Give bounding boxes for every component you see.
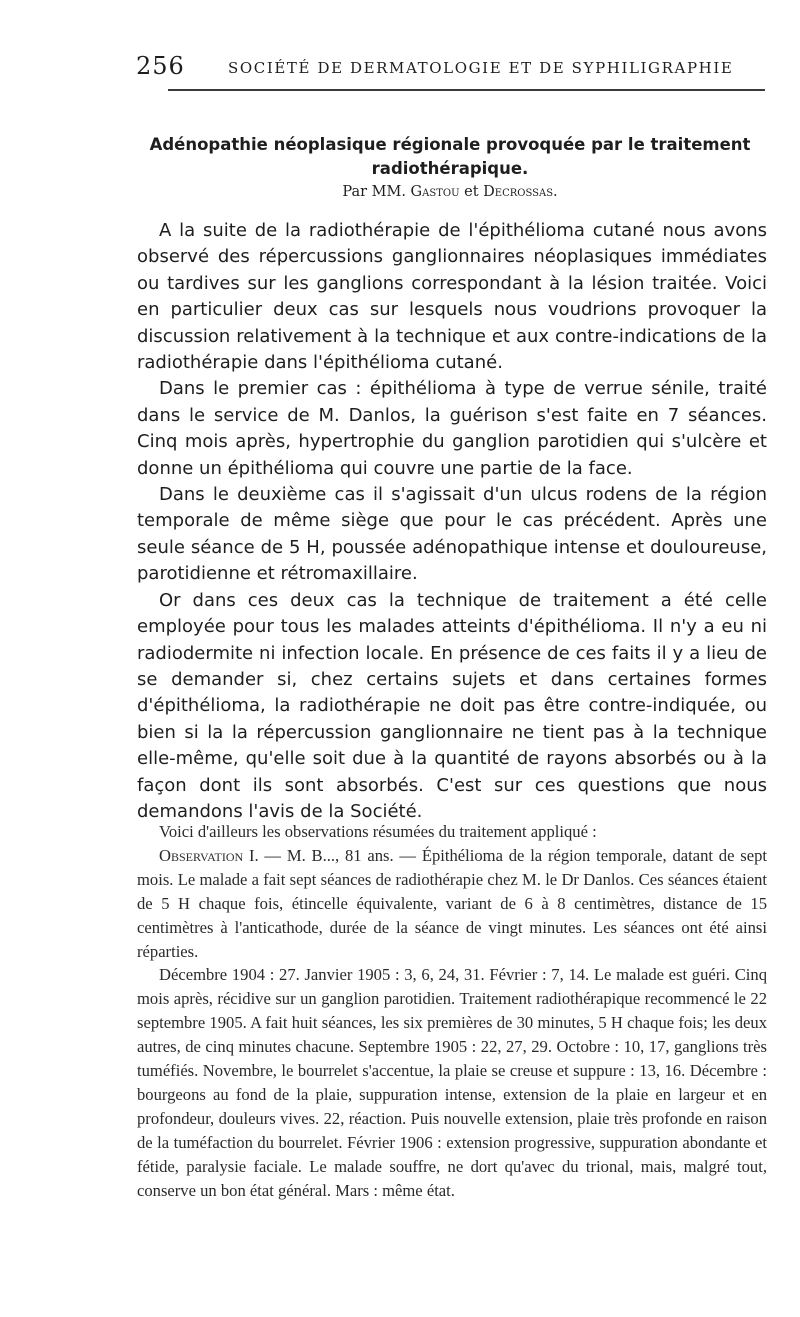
page-header	[136, 52, 766, 82]
observation-text: — M. B..., 81 ans. — Épithélioma de la région temporale, datant de sept mois. Le malade a fait sept séances de radiothérapie chez M. le Dr Danlos. Ces séances étaient de 5 H chaque fois, étincelle équivalente, variant de 6 à 8 centimètres, distance de 15 centimètres à l'anticathode, durée de la séance de vingt minutes. Les séances ont été ainsi réparties.	[137, 845, 767, 961]
header-rule	[168, 89, 765, 91]
body-paragraph-4: Or dans ces deux cas la technique de traitement a été celle employée pour tous les malades atteints d'épithélioma. Il n'y a eu ni radiodermite ni infection locale. En présence de ces faits il y a lieu de se demander si, chez certains sujets et dans certaines formes d'épithélioma, la radiothérapie ne doit pas être contre-indiquée, ou bien si la la répercussion ganglionnaire ne tient pas à la technique elle-même, qu'elle soit due à la quantité de rayons absorbés ou à la façon dont ils sont absorbés. C'est sur ces questions que nous demandons l'avis de la Société.	[137, 589, 767, 822]
author-decrossas: Decrossas.	[483, 184, 558, 200]
article-body	[137, 218, 767, 825]
body-paragraph-2: Dans le premier cas : épithélioma à type de verrue sénile, traité dans le service de M. Danlos, la guérison s'est faite en 7 séances. Cinq mois après, hypertrophie du ganglion parotidien qui s'ulcère et donne un épithélioma qui couvre une partie de la face.	[137, 378, 767, 479]
notes-intro: Voici d'ailleurs les observations résumées du traitement appliqué :	[159, 822, 597, 841]
author-gastou: Gastou	[410, 184, 460, 200]
article-authors	[130, 184, 770, 200]
page-number: 256	[136, 52, 185, 80]
running-head: SOCIÉTÉ DE DERMATOLOGIE ET DE SYPHILIGRAPHIE	[228, 59, 734, 77]
article-title: Adénopathie néoplasique régionale provoquée par le traitement radiothérapique.	[149, 135, 751, 178]
authors-conjunction: et	[464, 184, 479, 200]
body-paragraph-1: A la suite de la radiothérapie de l'épithélioma cutané nous avons observé des répercussions ganglionnaires néoplasiques immédiates ou tardives sur les ganglions correspondant à la lésion traitée. Voici en particulier deux cas sur lesquels nous voudrions provoquer la discussion relativement à la technique et aux contre-indications de la radiothérapie dans l'épithélioma cutané.	[137, 220, 767, 374]
observation-notes	[137, 820, 767, 1203]
authors-prefix: Par MM.	[342, 184, 406, 200]
observation-label: Observation I.	[159, 845, 259, 865]
observation-chronology: Décembre 1904 : 27. Janvier 1905 : 3, 6, 24, 31. Février : 7, 14. Le malade est guéri. Cinq mois après, récidive sur un ganglion parotidien. Traitement radiothérapique recommencé le 22 septembre 1905. A fait huit séances, les six premières de 30 minutes, 5 H chaque fois; les deux autres, de cinq minutes chacune. Septembre 1905 : 22, 27, 29. Octobre : 10, 17, ganglions très tuméfiés. Novembre, le bourrelet s'accentue, la plaie se creuse et suppure : 13, 16. Décembre : bourgeons au fond de la plaie, suppuration intense, extension de la plaie en largeur et en profondeur, douleurs vives. 22, réaction. Puis nouvelle extension, plaie très profonde en raison de la tuméfaction du bourrelet. Février 1906 : extension progressive, suppuration abondante et fétide, paralysie faciale. Le malade souffre, ne dort qu'avec du trional, mais, malgré tout, conserve un bon état général. Mars : même état.	[137, 965, 767, 1200]
observation-1	[137, 844, 767, 964]
body-paragraph-3: Dans le deuxième cas il s'agissait d'un ulcus rodens de la région temporale de même siège que pour le cas précédent. Après une seule séance de 5 H, poussée adénopathique intense et douloureuse, parotidienne et rétromaxillaire.	[137, 484, 767, 585]
